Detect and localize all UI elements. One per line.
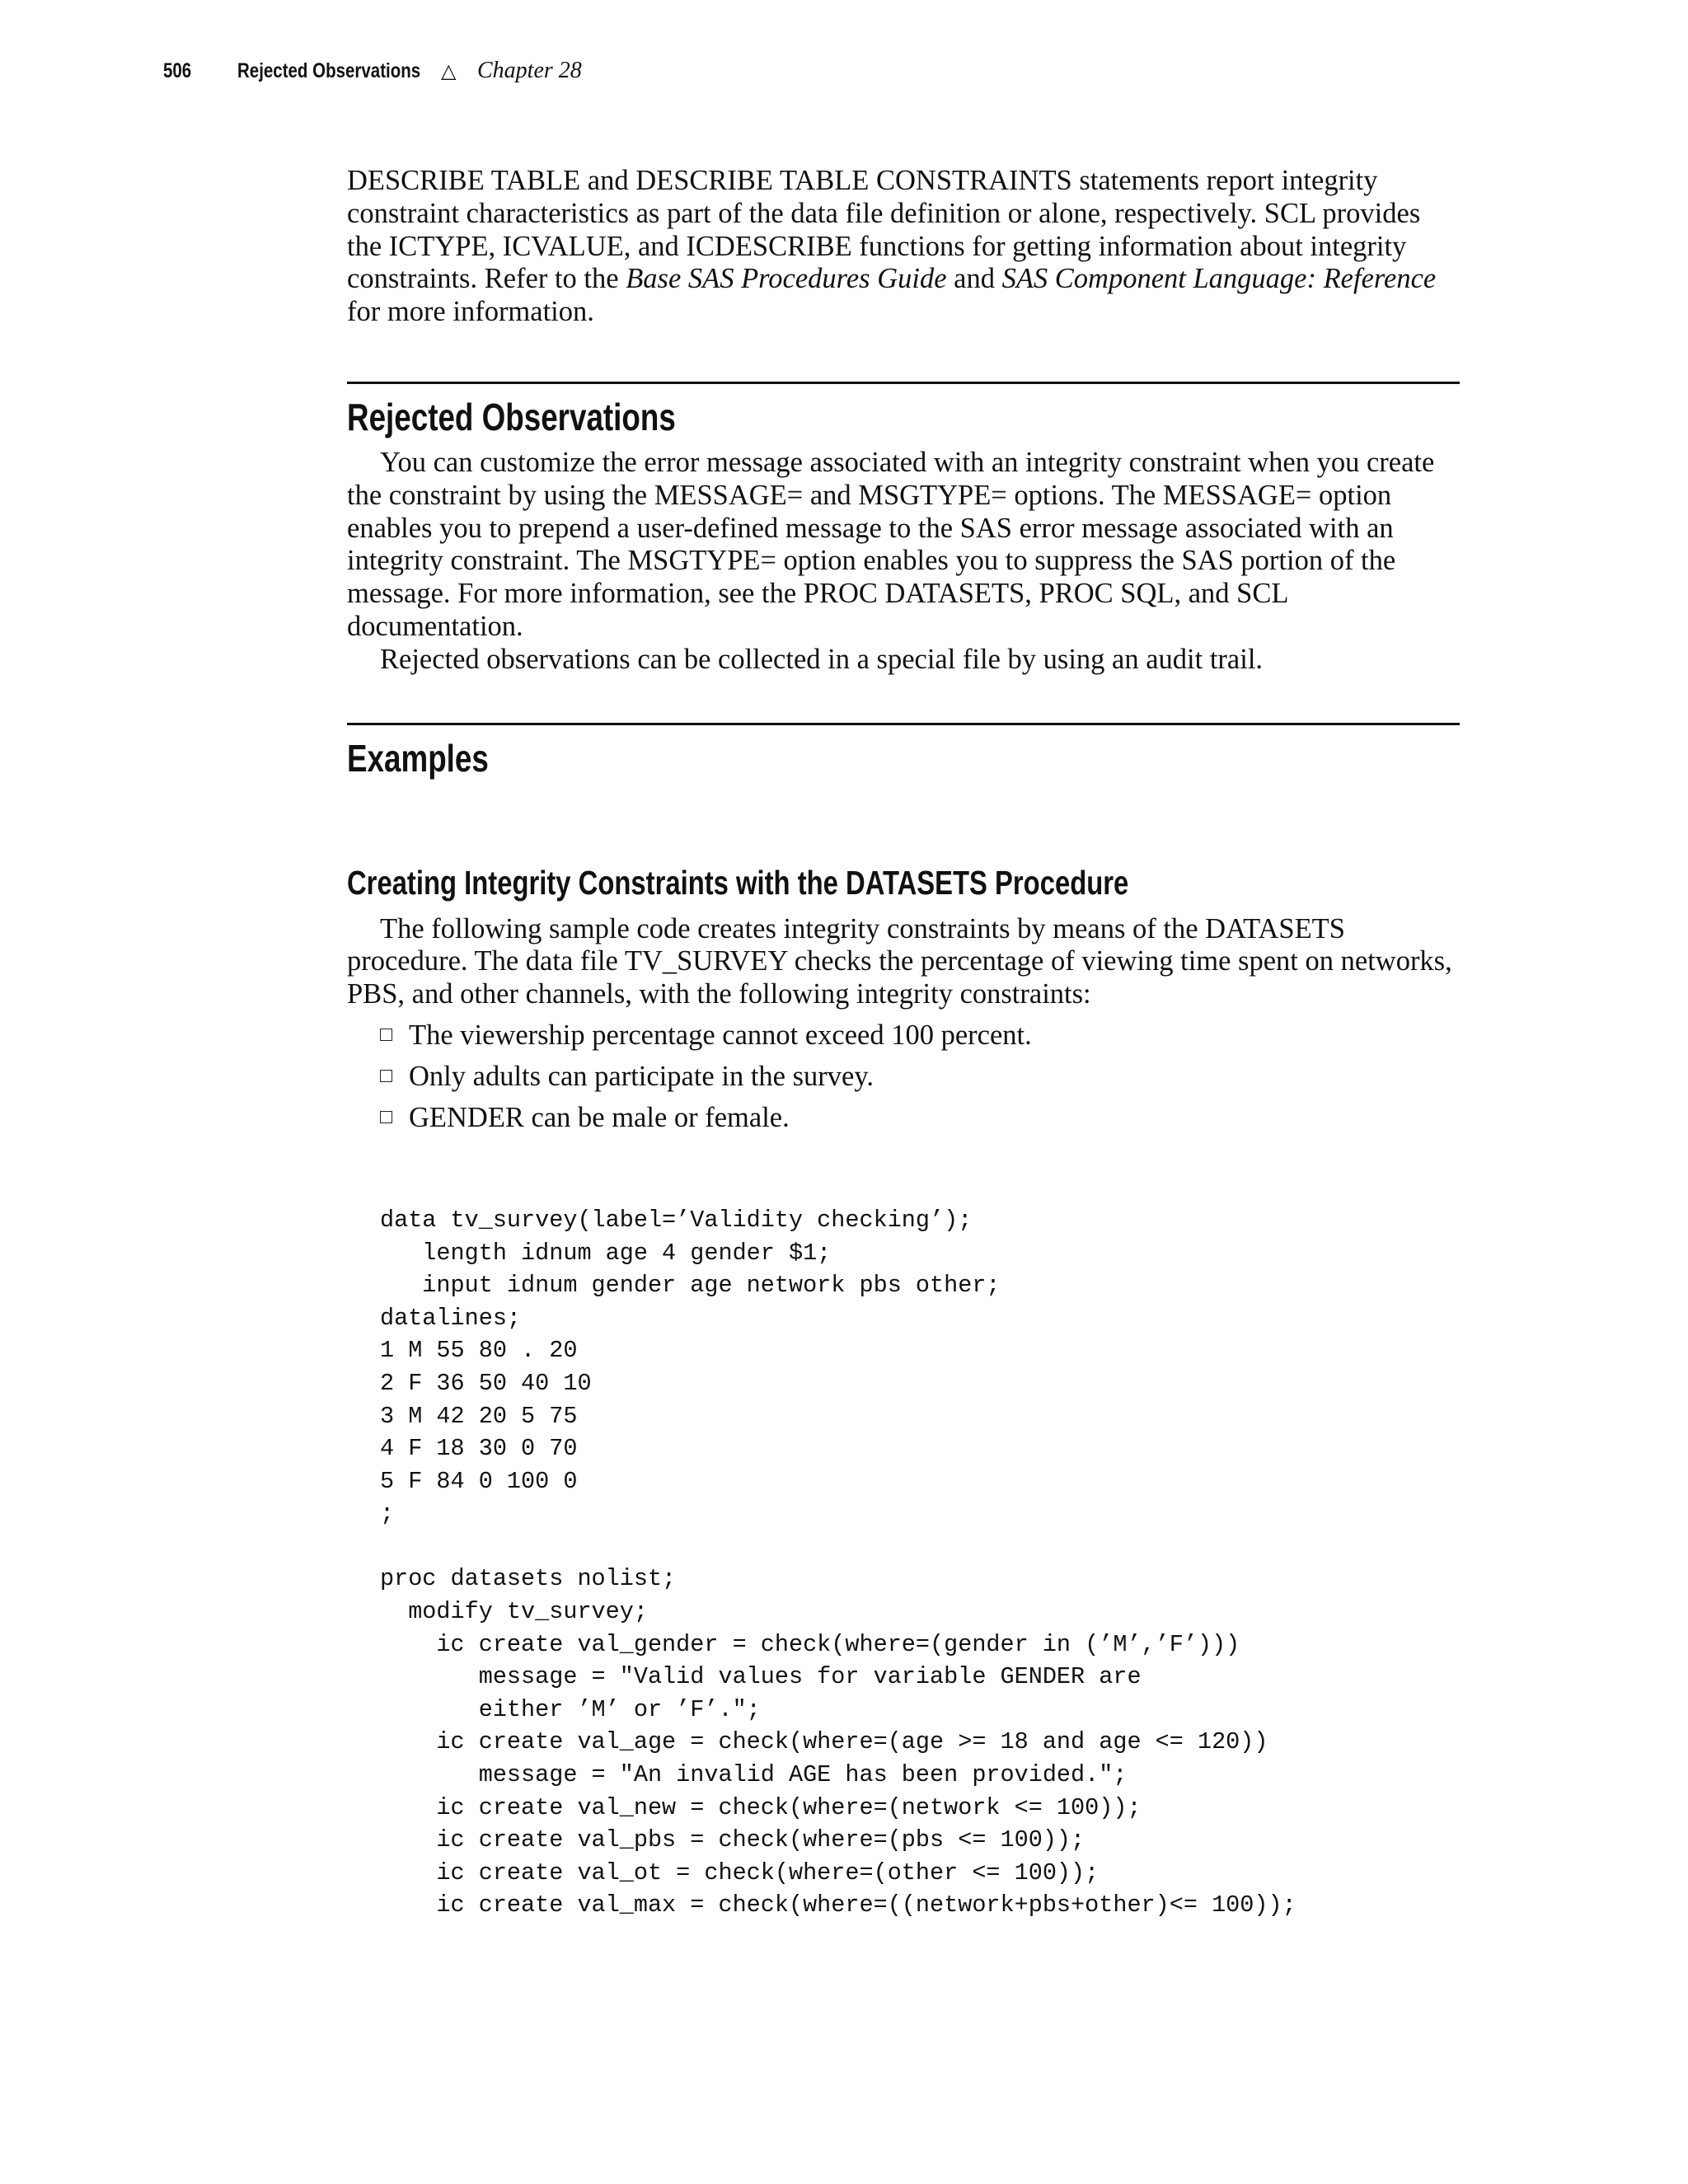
code-line: ic create val_max = check(where=((network+pbs+other)<= 100)); (380, 1891, 1296, 1919)
code-line: 3 M 42 20 5 75 (380, 1402, 578, 1430)
code-line: 4 F 18 30 0 70 (380, 1435, 578, 1463)
rejected-paragraph-2: Rejected observations can be collected in a special file by using an audit trail. (380, 643, 1264, 675)
code-line: ic create val_age = check(where=(age >= 18 and age <= 120)) (380, 1728, 1268, 1756)
rejected-paragraph-1: You can customize the error message associated with an integrity constraint when you create the constraint by using the MESSAGE= and MSGTYPE= options. The MESSAGE= option enables you to prepend a user-defined message to the SAS error message associated with an integrity constraint. The MSGTYPE= option enables you to suppress the SAS portion of the message. For more information, see the PROC DATASETS, PROC SQL, and SCL documentation. (347, 446, 1435, 642)
reference-sas-component-language: SAS Component Language: Reference (1001, 263, 1437, 295)
page-number: 506 (163, 59, 192, 82)
running-header (163, 58, 582, 91)
code-line (380, 1530, 1460, 1563)
list-item: Only adults can participate in the survey. (347, 1056, 1460, 1097)
list-item: GENDER can be male or female. (347, 1097, 1460, 1138)
code-line: ic create val_ot = check(where=(other <= 100)); (380, 1858, 1100, 1886)
checkbox-bullet-icon (380, 1111, 392, 1123)
examples-paragraph: The following sample code creates integrity constraints by means of the DATASETS procedure. The data file TV_SURVEY checks the percentage of viewing time spent on networks, PBS, and other channels, with the following integrity constraints: (347, 912, 1452, 1010)
intro-text-1: DESCRIBE TABLE and DESCRIBE TABLE CONSTRAINTS statements report integrity constraint characteristics as part of the data file definition or alone, respectively. SCL provides the ICTYPE, ICVALUE, and ICDESCRIBE functions for getting information about integrity constraints. Refer to the (347, 165, 1421, 295)
heading-creating-integrity-constraints: Creating Integrity Constraints with the DATASETS Procedure (347, 863, 1129, 902)
code-line: either ’M’ or ’F’."; (380, 1695, 761, 1723)
heading-rejected-observations: Rejected Observations (347, 395, 676, 438)
triangle-separator-icon: △ (441, 61, 457, 82)
code-line: ic create val_pbs = check(where=(pbs <= 100)); (380, 1826, 1085, 1854)
code-line: ic create val_gender = check(where=(gender in (’M’,’F’))) (380, 1630, 1240, 1658)
code-line: modify tv_survey; (380, 1598, 648, 1626)
intro-paragraph (347, 165, 1460, 329)
running-chapter: Chapter 28 (477, 58, 582, 83)
code-line: message = "An invalid AGE has been provided."; (380, 1761, 1128, 1789)
page-body (347, 165, 1460, 1922)
heading-examples: Examples (347, 736, 489, 780)
code-line: datalines; (380, 1304, 522, 1332)
intro-and: and (946, 263, 1002, 295)
code-line: proc datasets nolist; (380, 1565, 677, 1593)
reference-base-sas-procedures-guide: Base SAS Procedures Guide (626, 263, 947, 295)
running-section-title: Rejected Observations (237, 59, 421, 82)
code-line: 1 M 55 80 . 20 (380, 1337, 578, 1365)
checkbox-bullet-icon (380, 1029, 392, 1041)
code-line: input idnum gender age network pbs other; (380, 1272, 1001, 1300)
constraint-list (347, 1015, 1460, 1138)
code-line: length idnum age 4 gender $1; (380, 1239, 832, 1267)
code-line: ic create val_new = check(where=(network <= 100)); (380, 1793, 1142, 1821)
code-line: data tv_survey(label=’Validity checking’); (380, 1206, 973, 1234)
code-line: 5 F 84 0 100 0 (380, 1467, 578, 1495)
code-block (347, 1204, 1460, 1922)
list-item: The viewership percentage cannot exceed 100 percent. (347, 1015, 1460, 1056)
code-line: 2 F 36 50 40 10 (380, 1369, 592, 1397)
code-line: message = "Valid values for variable GENDER are (380, 1663, 1142, 1691)
code-line: ; (380, 1500, 395, 1528)
intro-text-2: for more information. (347, 296, 594, 328)
checkbox-bullet-icon (380, 1070, 392, 1082)
